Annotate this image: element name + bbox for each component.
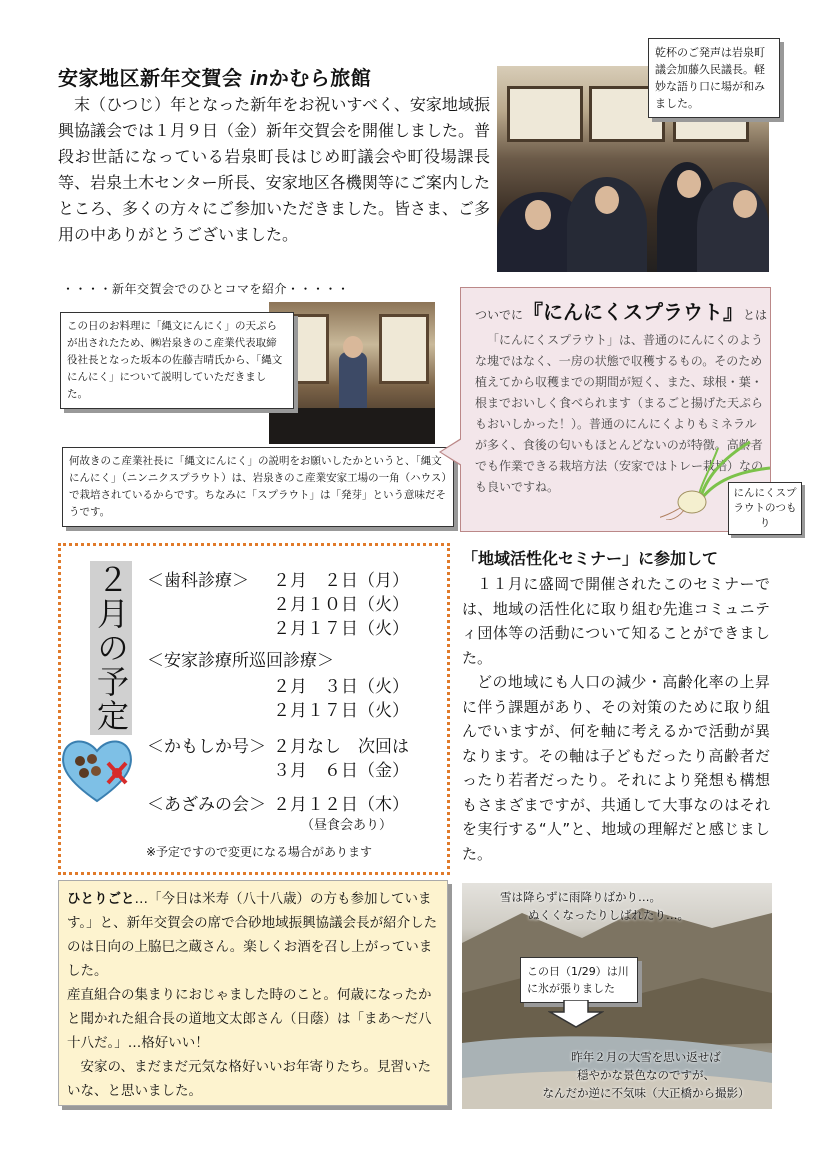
sprout-body: 「にんにくスプラウト」は、普通のにんにくのような塊ではなく、一房の状態で収穫するもの。そのため植えてから収穫までの期間が短く、また、球根・葉・根までおいしく食べられます（まるごと揚げた天ぷらもおいしかった！）。普通のにんにくよりもミネラルが多く、食後の匂いもほとんどないのが特徴。高齢者でも作業できる栽培方法（安家ではトレー栽培）なのも良いですね。 [475, 333, 764, 494]
hitorigoto-p3: 安家の、まだまだ元気な格好いいお年寄りたち。見習いたいな、と思いました。 [67, 1059, 431, 1099]
clinic-date-2: ２月１７日（火） [273, 701, 409, 721]
down-arrow-icon [548, 1000, 604, 1028]
dental-date-1: ２月 ２日（月） [273, 571, 409, 591]
dental-label: ＜歯科診療＞ [147, 571, 249, 591]
hitorigoto-label: ひとりごと [67, 891, 135, 907]
dental-date-2: ２月１０日（火） [273, 595, 409, 615]
river-caption-bottom: 昨年２月の大雪を思い返せば 穏やかな景色なのですが、 なんだか逆に不気味（大正橋から撮影） [542, 1050, 750, 1100]
river-callout: この日（1/29）は川に氷が張りました [520, 957, 638, 1003]
seminar-title: 「地域活性化セミナー」に参加して [462, 549, 719, 568]
river-caption-top: 雪は降らずに雨降りばかり…。 ぬくくなったりしばれたり…。 [500, 890, 689, 922]
kamoshika-line-2: ３月 ６日（金） [273, 761, 409, 781]
sprout-title: ついでに『にんにくスプラウト』とは [475, 300, 768, 324]
article-intro: 末（ひつじ）年となった新年をお祝いすべく、安家地域振興協議会では１月９日（金）新年交賀会を開催しました。普段お世話になっている岩泉町長はじめ町議会や町役場課長等、岩泉土木センター所長、安家地区各機関等にご案内したところ、多くの方々にご参加いただきました。皆さま、ご多用の中ありがとうございました。 [58, 95, 491, 244]
photo-callout-toast: 乾杯のご発声は岩泉町議会加藤久民議長。軽妙な語り口に場が和みました。 [648, 38, 780, 118]
february-schedule-box [58, 543, 450, 875]
hitorigoto-box [58, 880, 448, 1106]
chocolate-heart-icon [58, 733, 136, 805]
clinic-date-1: ２月 ３日（火） [273, 677, 409, 697]
azami-date: ２月１２日（木） [273, 795, 409, 815]
seminar-body: １１月に盛岡で開催されたこのセミナーでは、地域の活性化に取り組む先進コミュニティ団体等の活動について知ることができました。 どの地域にも人口の減少・高齢化率の上昇に伴う課題があり、その対策のために取り組んでいますが、何を軸に考えるかで活動が異なります。その軸は子どもだったり高齢者だったり若者だったり。それにより発想も構想もさまざまですが、共通して大事なのはそれを実行する“人”と、地域の理解だと感じました。 [462, 575, 770, 863]
azami-label: ＜あざみの会＞ [147, 795, 266, 815]
sprout-illustration-label: にんにくスプラウトのつもり [728, 482, 802, 535]
article-title: 安家地区新年交賀会 inかむら旅館 [58, 66, 372, 90]
clinic-label: ＜安家診療所巡回診療＞ [147, 651, 334, 671]
dental-date-3: ２月１７日（火） [273, 619, 409, 639]
kamoshika-line-1: ２月なし 次回は [273, 737, 409, 757]
kamoshika-label: ＜かもしか号＞ [147, 737, 266, 757]
photo-callout-food: この日のお料理に「縄文にんにく」の天ぷらが出されたため、㈱岩泉きのこ産業代表取締役社長となった坂本の佐藤吉晴氏から、「縄文にんにく」について説明していただきました。 [60, 312, 294, 409]
explanation-box: 何故きのこ産業社長に「縄文にんにく」の説明をお願いしたかというと、「縄文にんにく」（ニンニクスプラウト）は、岩泉きのこ産業安家工場の一角（ハウス）で栽培されているからです。ちなみに「スプラウト」は「発芽」という意味だそうです。 [62, 447, 454, 527]
hitorigoto-p1: …「今日は米寿（八十八歳）の方も参加しています。」と、新年交賀会の席で合砂地域振興協議会長が紹介したのは日向の上脇巳之蔵さん。楽しくお酒を召し上がっていました。 [67, 891, 438, 979]
azami-note: （昼食会あり） [301, 818, 393, 833]
hitorigoto-p2: 産直組合の集まりにおじゃました時のこと。何歳になったかと聞かれた組合長の道地文太郎さん（日蔭）は「まあ～だ八十八だ。」…格好いい！ [67, 987, 432, 1051]
section-subheading: ・・・・新年交賀会でのひとコマを紹介・・・・・ [62, 282, 350, 296]
schedule-note: ※予定ですので変更になる場合があります [146, 845, 373, 859]
schedule-title: ２月の予定 [92, 563, 130, 733]
